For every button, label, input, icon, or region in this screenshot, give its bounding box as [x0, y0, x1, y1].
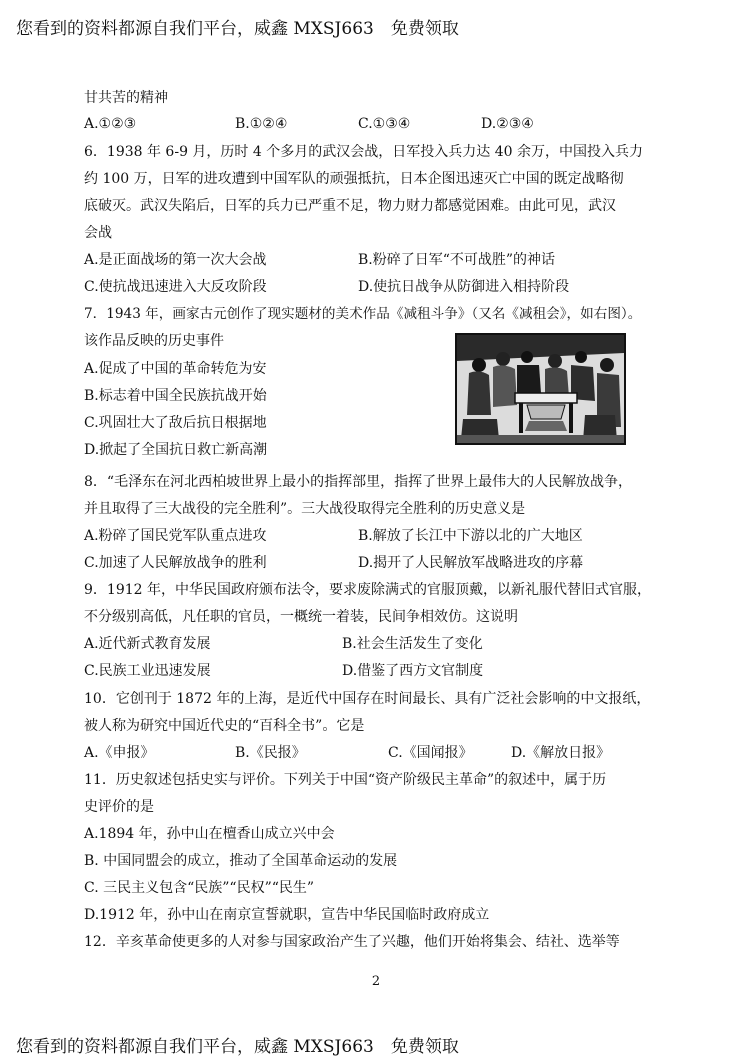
q9-option-c: C.民族工业迅速发展 — [84, 663, 211, 679]
q7-option-a: A.促成了中国的革命转危为安 — [84, 361, 267, 377]
q11-option-a: A.1894 年，孙中山在檀香山成立兴中会 — [84, 826, 335, 842]
q9-option-b: B.社会生活发生了变化 — [342, 636, 483, 652]
q10-option-d: D.《解放日报》 — [511, 745, 611, 761]
q7-stem-line: 7．1943 年，画家古元创作了现实题材的美术作品《减租斗争》（又名《减租会》，如右图）。 — [84, 306, 642, 322]
q9-option-d: D.借鉴了西方文官制度 — [342, 663, 484, 679]
woodcut-illustration — [457, 335, 624, 443]
q9-stem-line: 9．1912 年，中华民国政府颁布法令，要求废除满式的官服顶戴，以新礼服代替旧式官服， — [84, 582, 651, 598]
q11-option-c: C. 三民主义包含“民族”“民权”“民生” — [84, 880, 315, 896]
carry-over-line: 甘共苦的精神 — [84, 90, 168, 106]
q7-option-d: D.掀起了全国抗日救亡新高潮 — [84, 442, 268, 458]
woodcut-artwork-image — [455, 333, 626, 445]
q5-option-c: C.①③④ — [358, 116, 411, 132]
q6-stem-line: 约 100 万，日军的进攻遭到中国军队的顽强抵抗，日本企图迅速灭亡中国的既定战略彻 — [84, 171, 624, 187]
q5-option-a: A.①②③ — [84, 116, 137, 132]
q5-option-d: D.②③④ — [481, 116, 534, 132]
q10-stem-line: 被人称为研究中国近代史的“百科全书”。它是 — [84, 718, 365, 734]
q6-option-d: D.使抗日战争从防御进入相持阶段 — [358, 279, 570, 295]
q6-option-a: A.是正面战场的第一次大会战 — [84, 252, 267, 268]
q8-option-c: C.加速了人民解放战争的胜利 — [84, 555, 267, 571]
q6-option-c: C.使抗战迅速进入大反攻阶段 — [84, 279, 267, 295]
q6-stem-line: 底破灭。武汉失陷后，日军的兵力已严重不足，物力财力都感觉困难。由此可见，武汉 — [84, 198, 616, 214]
q7-stem-line: 该作品反映的历史事件 — [84, 333, 224, 349]
q8-option-a: A.粉碎了国民党军队重点进攻 — [84, 528, 267, 544]
footer-banner: 您看到的资料都源自我们平台，威鑫 MXSJ663 免费领取 — [16, 1037, 459, 1057]
q6-option-b: B.粉碎了日军“不可战胜”的神话 — [358, 252, 556, 268]
q5-option-b: B.①②④ — [235, 116, 288, 132]
header-banner: 您看到的资料都源自我们平台，威鑫 MXSJ663 免费领取 — [16, 19, 459, 39]
q12-stem-line: 12．辛亥革命使更多的人对参与国家政治产生了兴趣，他们开始将集会、结社、选举等 — [84, 934, 620, 950]
q7-option-c: C.巩固壮大了敌后抗日根据地 — [84, 415, 267, 431]
q10-option-c: C.《国闻报》 — [388, 745, 473, 761]
q10-stem-line: 10．它创刊于 1872 年的上海，是近代中国存在时间最长、具有广泛社会影响的中文报纸， — [84, 691, 651, 707]
q8-option-d: D.揭开了人民解放军战略进攻的序幕 — [358, 555, 584, 571]
q9-stem-line: 不分级别高低，凡任职的官员，一概统一着装，民间争相效仿。这说明 — [84, 609, 518, 625]
q8-option-b: B.解放了长江中下游以北的广大地区 — [358, 528, 583, 544]
q6-stem-line: 6．1938 年 6-9 月，历时 4 个多月的武汉会战，日军投入兵力达 40 余万，中国投入兵力 — [84, 144, 643, 160]
q6-stem-line: 会战 — [84, 225, 112, 241]
q9-option-a: A.近代新式教育发展 — [84, 636, 211, 652]
q10-option-a: A.《申报》 — [84, 745, 155, 761]
q8-stem-line: 8．“毛泽东在河北西柏坡世界上最小的指挥部里，指挥了世界上最伟大的人民解放战争， — [84, 474, 633, 490]
q11-stem-line: 史评价的是 — [84, 799, 154, 815]
q11-option-d: D.1912 年，孙中山在南京宣誓就职，宣告中华民国临时政府成立 — [84, 907, 490, 923]
page-number: 2 — [371, 974, 381, 989]
q8-stem-line: 并且取得了三大战役的完全胜利”。三大战役取得完全胜利的历史意义是 — [84, 501, 526, 517]
q7-option-b: B.标志着中国全民族抗战开始 — [84, 388, 267, 404]
q11-stem-line: 11．历史叙述包括史实与评价。下列关于中国“资产阶级民主革命”的叙述中，属于历 — [84, 772, 607, 788]
q10-option-b: B.《民报》 — [235, 745, 306, 761]
q11-option-b: B. 中国同盟会的成立，推动了全国革命运动的发展 — [84, 853, 398, 869]
